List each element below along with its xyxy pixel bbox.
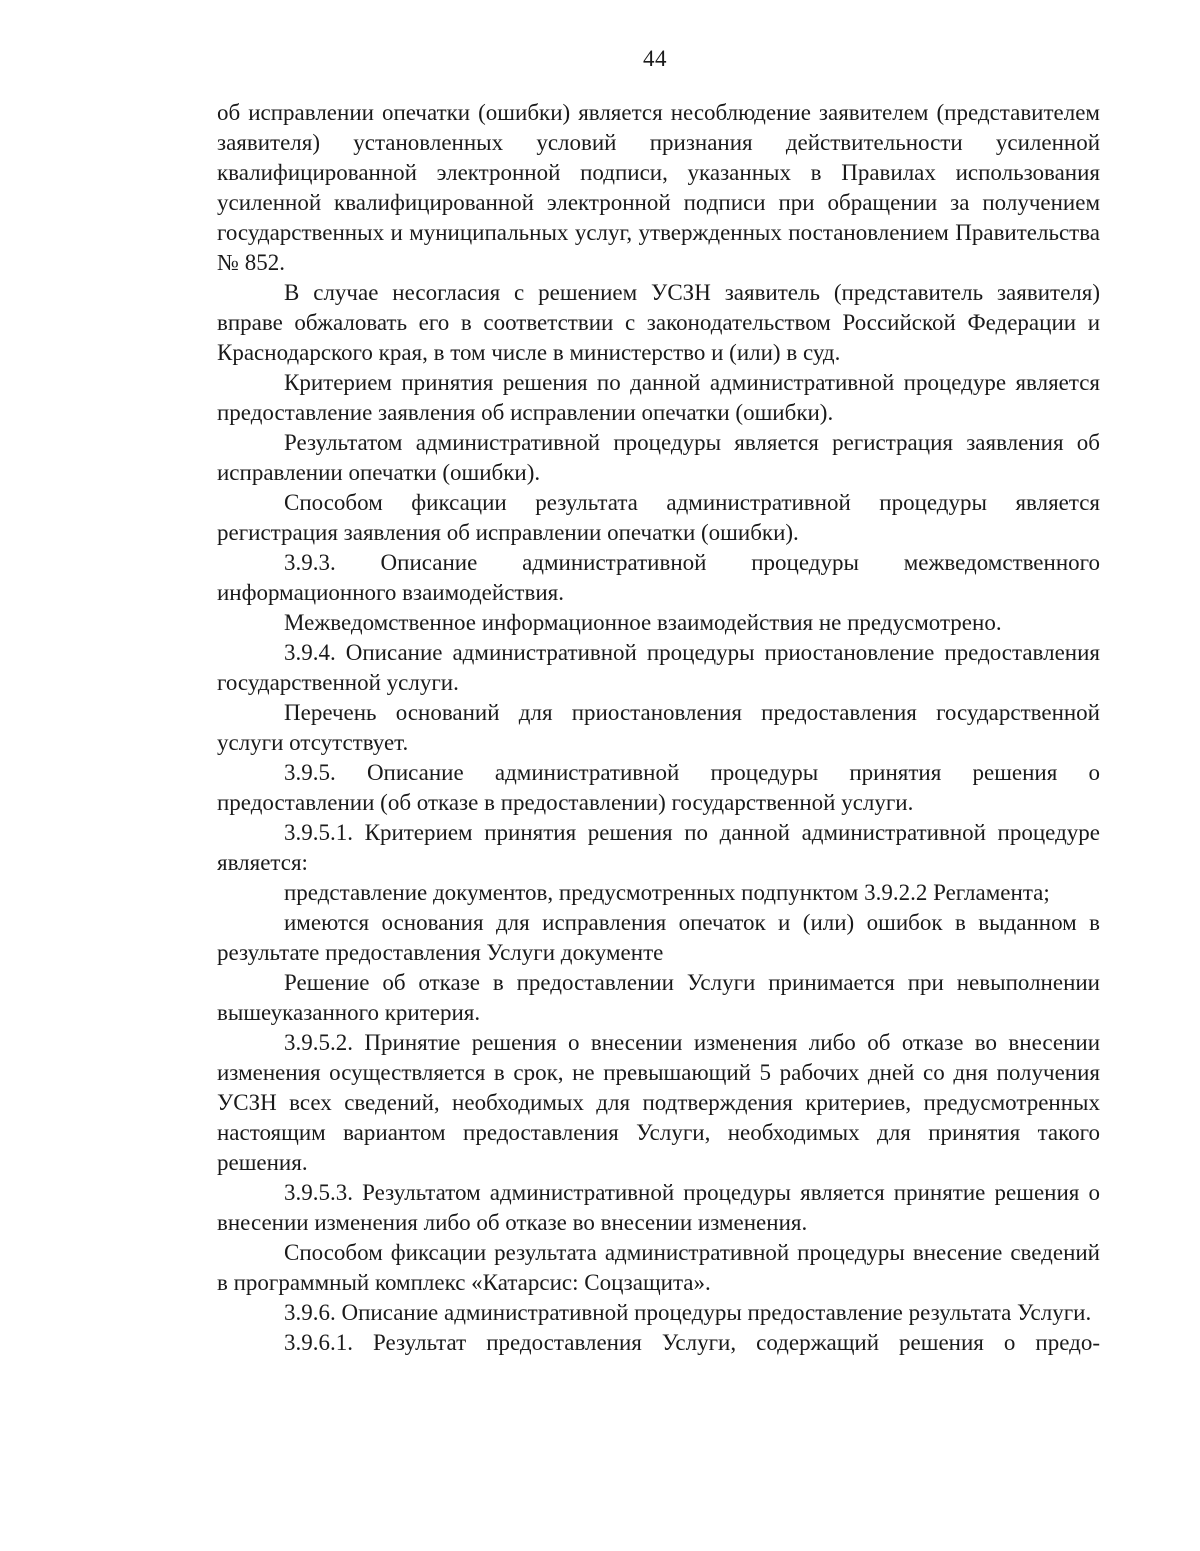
- paragraph: об исправлении опечатки (ошибки) является несоблюдение заявителем (представителем заявителя) установленных условий признания действительности усиленной квалифицированной электронной подписи, указанных в Правилах использования усиленной квалифицированной электронной подписи при обращении за получением государственных и муниципальных услуг, утвержденных постановлением Правительства № 852.: [217, 100, 1100, 275]
- paragraph: 3.9.5.2. Принятие решения о внесении изменения либо об отказе во внесении изменения осуществляется в срок, не превышающий 5 рабочих дней со дня получения УСЗН всех сведений, необходимых для подтверждения критериев, предусмотренных настоящим вариантом предоставления Услуги, необходимых для принятия такого решения.: [217, 1030, 1100, 1175]
- paragraph: Критерием принятия решения по данной административной процедуре является предоставление заявления об исправлении опечатки (ошибки).: [217, 370, 1100, 425]
- page-body: [217, 98, 1100, 1358]
- paragraph: 3.9.5.1. Критерием принятия решения по данной административной процедуре является:: [217, 820, 1100, 875]
- paragraph: 3.9.5. Описание административной процедуры принятия решения о предоставлении (об отказе в предоставлении) государственной услуги.: [217, 760, 1100, 815]
- paragraph: 3.9.3. Описание административной процедуры межведомственного информационного взаимодействия.: [217, 550, 1100, 605]
- paragraph: 3.9.6.1. Результат предоставления Услуги, содержащий решения о предо-: [284, 1330, 1100, 1355]
- paragraph: Перечень оснований для приостановления предоставления государственной услуги отсутствует.: [217, 700, 1100, 755]
- paragraph: имеются основания для исправления опечаток и (или) ошибок в выданном в результате предоставления Услуги документе: [217, 910, 1100, 965]
- paragraph: Результатом административной процедуры является регистрация заявления об исправлении опечатки (ошибки).: [217, 430, 1100, 485]
- paragraph: Решение об отказе в предоставлении Услуги принимается при невыполнении вышеуказанного критерия.: [217, 970, 1100, 1025]
- paragraph: представление документов, предусмотренных подпунктом 3.9.2.2 Регламента;: [284, 880, 1050, 905]
- paragraph: 3.9.6. Описание административной процедуры предоставление результата Услуги.: [284, 1300, 1092, 1325]
- paragraph: В случае несогласия с решением УСЗН заявитель (представитель заявителя) вправе обжаловать его в соответствии с законодательством Российской Федерации и Краснодарского края, в том числе в министерство и (или) в суд.: [217, 280, 1100, 365]
- paragraph: Способом фиксации результата административной процедуры является регистрация заявления об исправлении опечатки (ошибки).: [217, 490, 1100, 545]
- page-number: 44: [643, 46, 667, 71]
- paragraph: Межведомственное информационное взаимодействия не предусмотрено.: [284, 610, 1002, 635]
- paragraph: 3.9.4. Описание административной процедуры приостановление предоставления государственной услуги.: [217, 640, 1100, 695]
- paragraph: 3.9.5.3. Результатом административной процедуры является принятие решения о внесении изменения либо об отказе во внесении изменения.: [217, 1180, 1100, 1235]
- paragraph: Способом фиксации результата административной процедуры внесение сведений в программный комплекс «Катарсис: Соцзащита».: [217, 1240, 1100, 1295]
